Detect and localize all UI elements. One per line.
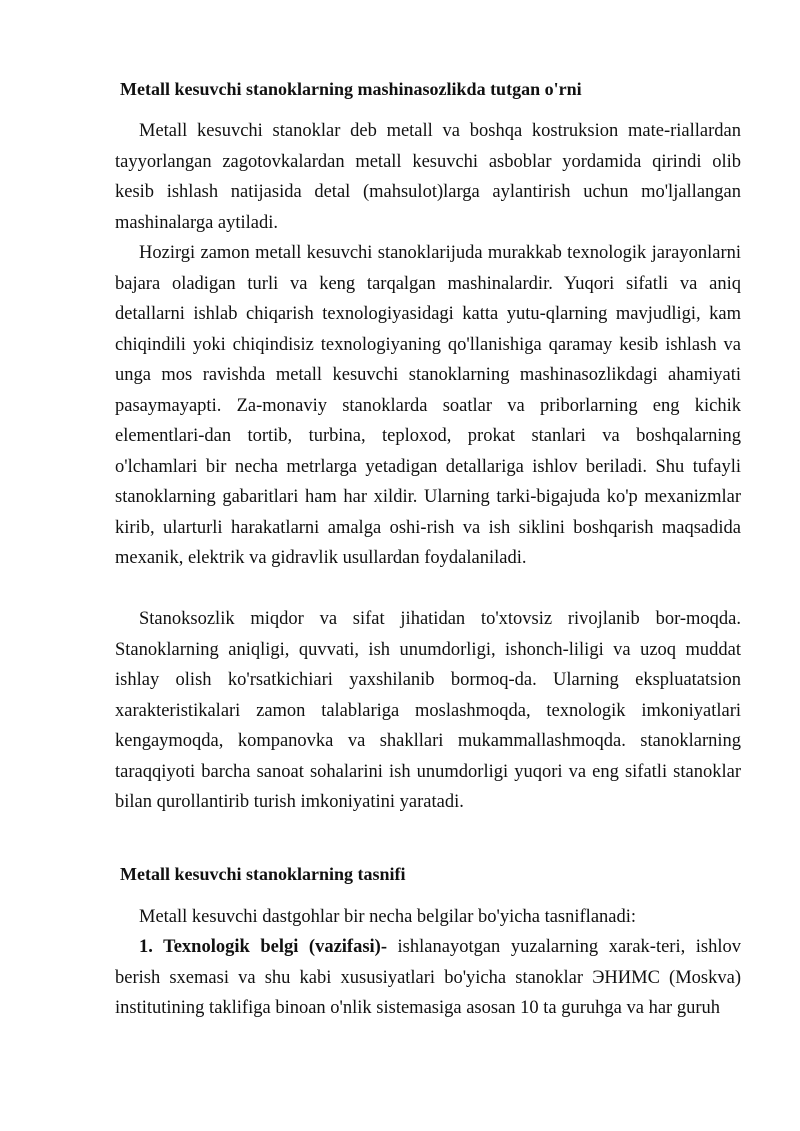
section-heading-classification: Metall kesuvchi stanoklarning tasnifi: [120, 864, 406, 884]
list-item-lead: 1. Texnologik belgi (vazifasi)-: [139, 937, 387, 957]
list-item-body: ishlanayotgan yuzalarning xarak-teri, ishlov berish sxemasi va shu kabi xususiyatlari bo'yicha stanoklar ЭНИМС (Moskva) institutining taklifiga binoan o'nlik sistemasiga asosan 10 ta guruhga va har guruh: [115, 937, 741, 1018]
paragraph-classification-intro: Metall kesuvchi dastgohlar bir necha belgilar bo'yicha tasniflanadi:: [139, 907, 637, 927]
paragraph-importance: Hozirgi zamon metall kesuvchi stanoklarijuda murakkab texnologik jarayonlarni bajara oladigan turli va keng tarqalgan mashinalardir. Yuqori sifatli va aniq detallarni ishlab chiqarish texnologiyasidagi katta yutu-qlarning mavjudligi, kam chiqindili yoki chiqindisiz texnologiyaning qo'llanishiga qaramay kesib ishlash va unga mos ravishda metall kesuvchi stanoklarning mashinasozlikdagi ahamiyati pasaymayapti. Za-monaviy stanoklarda soatlar va priborlarning eng kichik elementlari-dan tortib, turbina, teploxod, prokat stanlari va boshqalarning o'lchamlari bir necha metrlarga yetadigan detallariga ishlov beriladi. Shu tufayli stanoklarning gabaritlari ham har xildir. Ularning tarki-bigajuda ko'p mexanizmlar kirib, ularturli harakatlarni amalga oshi-rish va ish siklini boshqarish maqsadida mexanik, elektrik va gidravlik usullardan foydalaniladi.: [115, 243, 741, 568]
paragraph-development: Stanoksozlik miqdor va sifat jihatidan to'xtovsiz rivojlanib bor-moqda. Stanoklarning aniqligi, quvvati, ish unumdorligi, ishonch-liligi va uzoq muddat ishlay olish ko'rsatkichiari yaxshilanib bormoq-da. Ularning ekspluatatsion xarakteristikalari zamon talablariga moslashmoqda, texnologik imkoniyatlari kengaymoqda, kompanovka va shakllari mukammallashmoqda. stanoklarning taraqqiyoti barcha sanoat sohalarini ish unumdorligi yuqori va eng sifatli stanoklar bilan qurollantirib turish imkoniyatini yaratadi.: [115, 609, 741, 812]
section-heading-role: Metall kesuvchi stanoklarning mashinasozlikda tutgan o'rni: [120, 79, 582, 99]
paragraph-technological-sign: [115, 932, 741, 1024]
paragraph-definition: Metall kesuvchi stanoklar deb metall va boshqa kostruksion mate-riallardan tayyorlangan zagotovkalardan metall kesuvchi asboblar yordamida qirindi olib kesib ishlash natijasida detal (mahsulot)larga aylantirish uchun mo'ljallangan mashinalarga aytiladi.: [115, 121, 741, 233]
